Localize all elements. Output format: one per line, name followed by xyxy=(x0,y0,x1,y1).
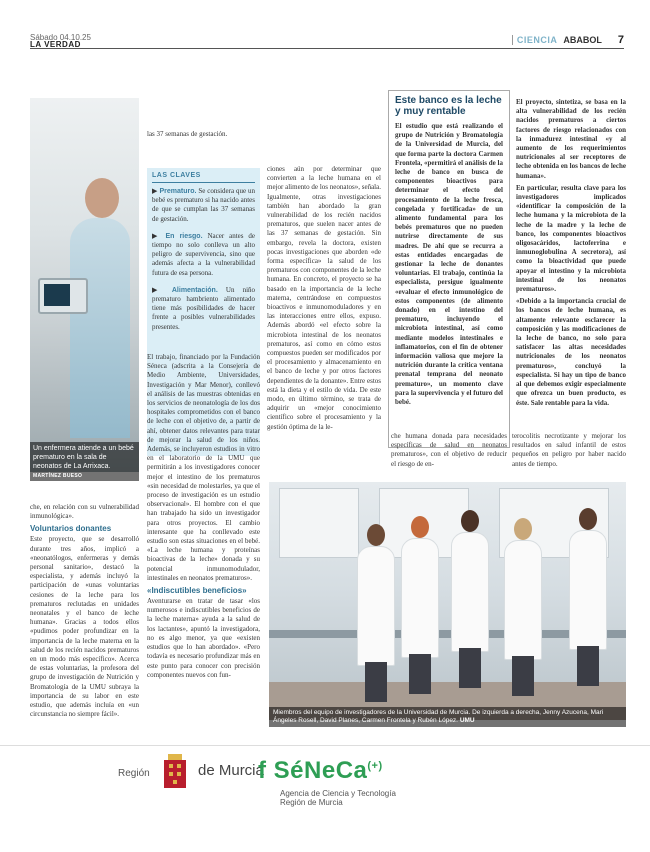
murcia-crest-icon xyxy=(160,752,190,796)
top-text: las 37 semanas de gestación. xyxy=(147,130,228,138)
nurse-head-shape xyxy=(85,178,119,218)
claves-title: LAS CLAVES xyxy=(152,172,255,183)
column-3-bottom: che humana donada para necesidades específicas de salud en neonatos prematuros», con el objetivo de reducir el riesgo de en- xyxy=(391,432,507,468)
header-date: Sábado 04.10.25 xyxy=(30,33,91,42)
col2-body-2: Aventurarse en tratar de tasar «los numerosos e indiscutibles beneficios de la leche materna» ayuda a la salud de los lactantes», apuntó la investigadora, no es algo menor, ya que «existen estudios que lo han abordado». «Pero todavía es necesario profundizar más en este punto para conocer con precisión componentes nuevos con fun- xyxy=(147,597,260,679)
rcol-p1: El proyecto, sintetiza, se basa en la alta vulnerabilidad de los recién nacidos prematuros a ciertos factores de riesgo relacionados con la inmadurez intestinal «y al aumento de los requerimientos nutricionales al ser receptores de leche obtenida en los bancos de leche humana». xyxy=(516,98,626,180)
clave-item: ▶ En riesgo. Nacer antes de tiempo no solo conlleva un alto peligro de supervivencia, sino que además afecta a la vulnerabilidad futura de esa persona. xyxy=(152,231,256,277)
col1-body: Este proyecto, que se desarrolló durante tres años, implicó a «neonatólogos, enfermeras y demás personal sanitario», destacó la especialista, y además incluyó la participación de «unas voluntarias cesiones de la leche para los prematuros reclutadas en unidades neonatales y el banco de leche humana». Gracias a todos ellos «pudimos poder profundizar en la importancia de la leche materna en la salud de los recién nacidos prematuros en un modo más específico». Acerca de estas voluntarias, la profesora del grupo de investigación de Nutrición y Bromatología de la UMU subraya la importancia de su labor en este estudio, que además incluía en «un circunstancia no siempre fácil». xyxy=(30,535,139,719)
box-body: El estudio que está realizando el grupo de Nutrición y Bromatología de la Universidad de Murcia, del que forma parte la doctora Carmen Frontela, «permitirá el análisis de la leche de banco en busca de componentes bioactivos para determinar el efecto del procesamiento de la leche fresca, congelada y fortificada» de un alimento fundamental para los bebés prematuros que no pueden nutrirse directamente de sus madres. De ahí que se recurra a estas entidades encargadas de gestionar la leche de donantes voluntarias. El trabajo, continúa la especialista, persigue igualmente «evaluar el efecto inmunológico de estos componentes (de alimento donado) en el intestino del prematuro, incluyendo el microbiota intestinal, así como mediante modelos intestinales e inflamatorios, con el fin de obtener información valiosa que mejore la nutrición durante la crítica ventana prenatal temprana del neonato prematuro», un momento clave para la supervivencia y el futuro del bebé. xyxy=(395,122,503,407)
nurse-photo-caption xyxy=(30,442,139,481)
column-4-bottom: terocolitis necrotizante y mejorar los resultados en salud infantil de estos pequeños en peligro por haber nacido antes de tiempo. xyxy=(512,432,626,468)
column-1-bottom xyxy=(30,503,139,733)
column-2 xyxy=(147,353,260,733)
sidebar-box xyxy=(388,90,510,448)
team-photo xyxy=(269,482,626,720)
newspaper-name: LA VERDAD xyxy=(30,40,81,49)
nurse-photo xyxy=(30,98,139,472)
col1-subhead: Voluntarios donantes xyxy=(30,524,112,534)
team-caption-text: Miembros del equipo de investigadores de la Universidad de Murcia. De izquierda a derecha, Jenny Azucena, Mari Ángeles Rosell, David Planes, Carmen Frontela y Rubén López. xyxy=(273,709,604,724)
nurse-body-shape xyxy=(70,218,130,438)
brand-label: ABABOL xyxy=(563,35,602,45)
region-prefix: Región xyxy=(118,768,150,779)
region-name: de Murcia xyxy=(198,762,264,779)
rcol-p3: «Debido a la importancia crucial de los bancos de leche humana, es altamente relevante esclarecer la composición y las modificaciones de la leche de banco, no solo para satisfacer las altas necesidades nutricionales de los neonatos prematuros», concluyó la especialista. Si hay un tipo de banco al que debemos exigir especialmente que ofrezca un buen producto, es éste. Sale rentable para la vida. xyxy=(516,297,626,407)
page-number: 7 xyxy=(617,34,624,46)
col2-subhead: «Indiscutibles beneficios» xyxy=(147,586,247,596)
medical-monitor-icon xyxy=(38,278,88,314)
rcol-p2: En particular, resulta clave para los investigadores implicados «identificar la composición de la leche humana y la microbiota de la leche de la madre y la leche de banco, los componentes bioactivos oligosacáridos, lactoferrina e inmunoglobulina A secretora), así como la bioactividad que puede apoyar el intestino y la microbiota intestinal de los neonatos prematuros». xyxy=(516,183,626,294)
col1-lead: che, en relación con su vulnerabilidad inmunológica». xyxy=(30,503,139,521)
footer-divider xyxy=(0,745,650,746)
column-5 xyxy=(516,98,626,440)
seneca-subtitle-2: Región de Murcia xyxy=(280,798,343,807)
header-right xyxy=(512,34,624,46)
team-photo-credit: UMU xyxy=(459,717,475,724)
nurse-caption-text: Un enfermera atiende a un bebé prematuro en la sala de neonatos de La Arrixaca. xyxy=(33,445,134,470)
seneca-logo: f SéNeCa(+) xyxy=(258,757,383,784)
team-photo-caption xyxy=(269,707,626,727)
clave-item: ▶ Prematuro. Se considera que un bebé es prematuro si ha nacido antes de que se cumplan las 37 semanas de gestación. xyxy=(152,187,255,223)
box-title: Este banco es la leche y muy rentable xyxy=(395,95,502,117)
section-label: CIENCIA xyxy=(512,35,558,45)
clave-item: ▶ Alimentación. Un niño prematuro hambriento alimentado tiene más posibilidades de hacer frente a posibles vulnerabilidades presentes. xyxy=(152,285,256,331)
header-rule xyxy=(30,48,624,49)
nurse-photo-credit: MARTÍNEZ BUESO xyxy=(33,473,83,479)
column-3: ciones aún por determinar que convierten a la leche humana en el mejor alimento de los neonatos», señala. Igualmente, otras investigaciones también han abordado la gran vulnerabilidad de los recién nacidos prematuros, que suelen nacer antes de las 37 semanas de gestación. Sin embargo, revela la doctora, existen pocas investigaciones que aborden «de forma específica» la salud de los prematuros con componentes de la leche humana. En concreto, el proyecto se ha basado en la importancia de la leche materna, centrándose en compuestos bioactivos e inmunomoduladores y en las interacciones entre ellos, expuso. Además abordó «el efecto sobre la microbiota intestinal de los neonatos prematuros, así como en cómo estos compuestos pueden ser modificados por el procesamiento y almacenamiento en el banco de leche y por otros factores dependientes de la donante». Entre estos está la dieta y el estilo de vida. De este modo, en último término, se trata de adquirir un «mejor conocimiento científico sobre el procesamiento y la gestión óptima de la le- xyxy=(267,165,381,431)
seneca-subtitle-1: Agencia de Ciencia y Tecnología xyxy=(280,789,396,798)
col2-body: El trabajo, financiado por la Fundación Séneca (adscrita a la Consejería de Medio Ambiente, Universidades, Investigación y Mar Menor), conllevó el análisis de las muestras obtenidas en los servicios de neonatología de los dos hospitales comprometidos con el banco de leche con el objetivo de, a partir de ahí, obtener datos relevantes para tratar de mejorar la salud de los niños. Además, se incluyeron estudios in vitro en el laboratorio de la UMU que permitirán a los investigadores conocer mejor el intestino de los prematuros «sin necesidad de molestarles, ya que el proceso de investigación es un estudio observacional». El hombre con el que han trabajado ha sido un investigador para otros proyectos. El cambio interesante que ha conllevado este estudio son estas situaciones en el bebé. «La leche humana y proteínas bioactivas de la leche» donada y su potencial inmunomodulador, intestinales en neonatos prematuros». xyxy=(147,353,260,582)
